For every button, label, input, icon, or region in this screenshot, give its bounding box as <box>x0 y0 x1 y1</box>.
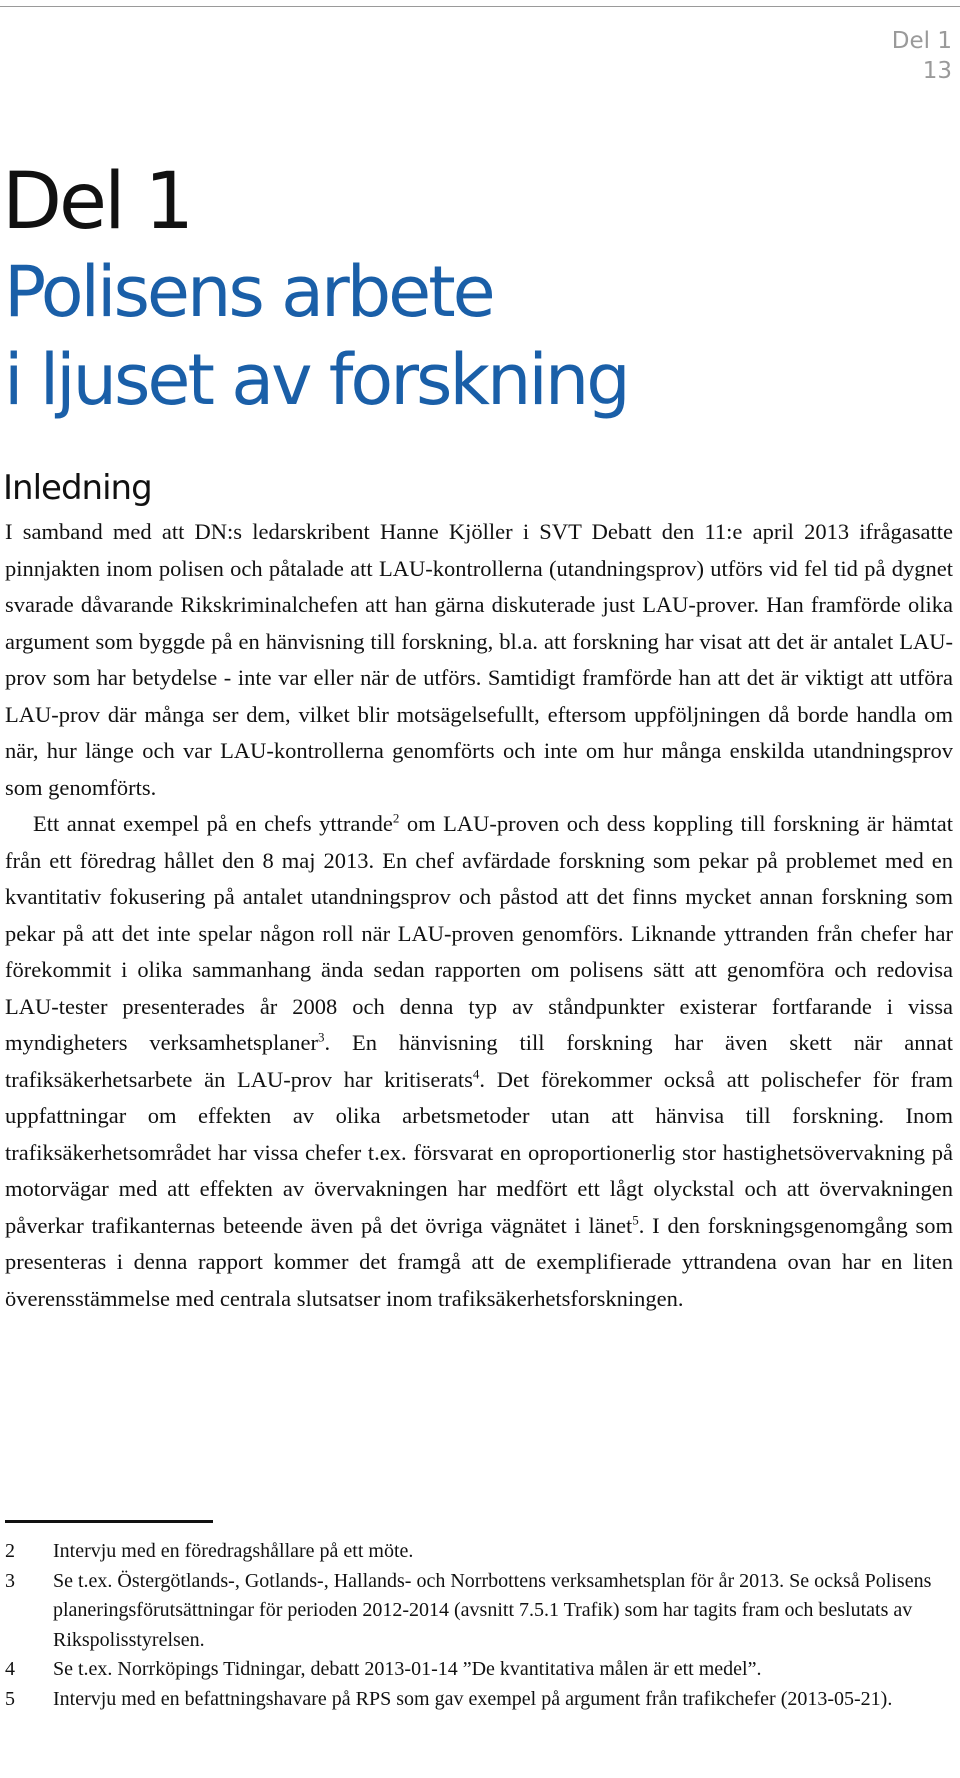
paragraph-2-text: . Det förekommer också att polischefer för fram uppfattningar om effekten av olika arbetsmetoder utan att hänvisa till forskning. Inom trafiksäkerhetsområdet har vissa chefer t.ex. försvarat en oproportionerlig stor hastighetsövervakning på motorvägar med att effekten av övervakningen har medfört ett lågt olyckstal och att övervakningen påverkar trafikanternas beteende även på det övriga vägnätet i länet <box>5 1066 953 1238</box>
paragraph-2 <box>5 806 953 1317</box>
running-head-part: Del 1 <box>891 28 952 54</box>
footnote-ref-2[interactable]: 2 <box>392 810 400 826</box>
footnote-text: Intervju med en befattningshavare på RPS som gav exempel på argument från trafikchefer (2013-05-21). <box>53 1687 893 1710</box>
footnote-list <box>5 1537 953 1714</box>
page-number: 13 <box>922 58 952 84</box>
paragraph-1 <box>5 514 953 806</box>
footnote-text: Intervju med en föredragshållare på ett möte. <box>53 1540 414 1562</box>
footnote-rule <box>5 1520 213 1523</box>
paragraph-2-text: om LAU-proven och dess koppling till forskning är hämtat från ett föredrag hållet den 8 maj 2013. En chef avfärdade forskning som pekar på problemet med en kvantitativ fokusering på antalet utandningsprov och påstod att det finns mycket annan forskning som pekar på att det inte spelar någon roll när LAU-proven genomförs. Liknande yttranden från chefer har förekommit i olika sammanhang ända sedan rapporten om polisens sätt att genomföra och redovisa LAU-tester presenterades år 2008 och denna typ av ståndpunkter existerar fortfarande i vissa myndigheters verksamhetsplaner <box>5 811 953 1055</box>
chapter-title-line-1: Polisens arbete <box>4 251 493 333</box>
footnote-item <box>5 1685 953 1715</box>
body-text <box>5 514 953 1317</box>
chapter-title <box>4 248 628 424</box>
footnote-item <box>5 1655 953 1685</box>
footnote-text: Se t.ex. Östergötlands-, Gotlands-, Hallands- och Norrbottens verksamhetsplan för år 2013. Se också Polisens planeringsförutsättningar för perioden 2012-2014 (avsnitt 7.5.1 Trafik) som har tagits fram och beslutats av Rikspolisstyrelsen. <box>53 1569 932 1651</box>
footnote-ref-3[interactable]: 3 <box>318 1029 325 1045</box>
top-rule <box>0 6 960 7</box>
footnote-number: 3 <box>5 1569 15 1592</box>
footnote-item <box>5 1537 953 1567</box>
footnote-number: 5 <box>5 1687 15 1710</box>
chapter-title-line-2: i ljuset av forskning <box>4 339 628 421</box>
part-label: Del 1 <box>2 157 192 247</box>
running-head <box>892 26 952 86</box>
footnote-text: Se t.ex. Norrköpings Tidningar, debatt 2013-01-14 ”De kvantitativa målen är ett medel”. <box>53 1658 762 1680</box>
section-heading: Inledning <box>3 468 152 508</box>
footnote-number: 2 <box>5 1540 15 1562</box>
footnote-ref-4[interactable]: 4 <box>472 1066 480 1081</box>
paragraph-2-text: . En hänvisning till forskning har även skett när annat trafiksäkerhetsarbete än LAU-prov har kritiserats <box>5 1030 954 1092</box>
footnote-ref-5[interactable]: 5 <box>632 1212 639 1227</box>
paragraph-2-text: . I den forskningsgenomgång som presenteras i denna rapport kommer det framgå att de exemplifierade yttrandena ovan har en liten överensstämmelse med centrala slutsatser inom trafiksäkerhetsforskningen. <box>5 1212 953 1311</box>
footnote-number: 4 <box>5 1658 15 1680</box>
paragraph-1-text: I samband med att DN:s ledarskribent Hanne Kjöller i SVT Debatt den 11:e april 2013 ifrågasatte pinnjakten inom polisen och påtalade att LAU-kontrollerna (utandningsprov) utförs vid fel tid på dygnet svarade dåvarande Rikskriminalchefen att han gärna diskuterade just LAU-prover. Han framförde olika argument som byggde på en hänvisning till forskning, bl.a. att forskning har visat att det är antalet LAU-prov som har betydelse - inte var eller när de utförs. Samtidigt framförde han att det är viktigt att utföra LAU-prov där många ser dem, vilket blir motsägelsefullt, eftersom uppföljningen då borde handla om när, hur länge och var LAU-kontrollerna genomförts och inte om hur många enskilda utandningsprov som genomförts. <box>5 519 953 800</box>
paragraph-2-text: Ett annat exempel på en chefs yttrande <box>33 811 393 836</box>
footnote-item <box>5 1567 953 1656</box>
